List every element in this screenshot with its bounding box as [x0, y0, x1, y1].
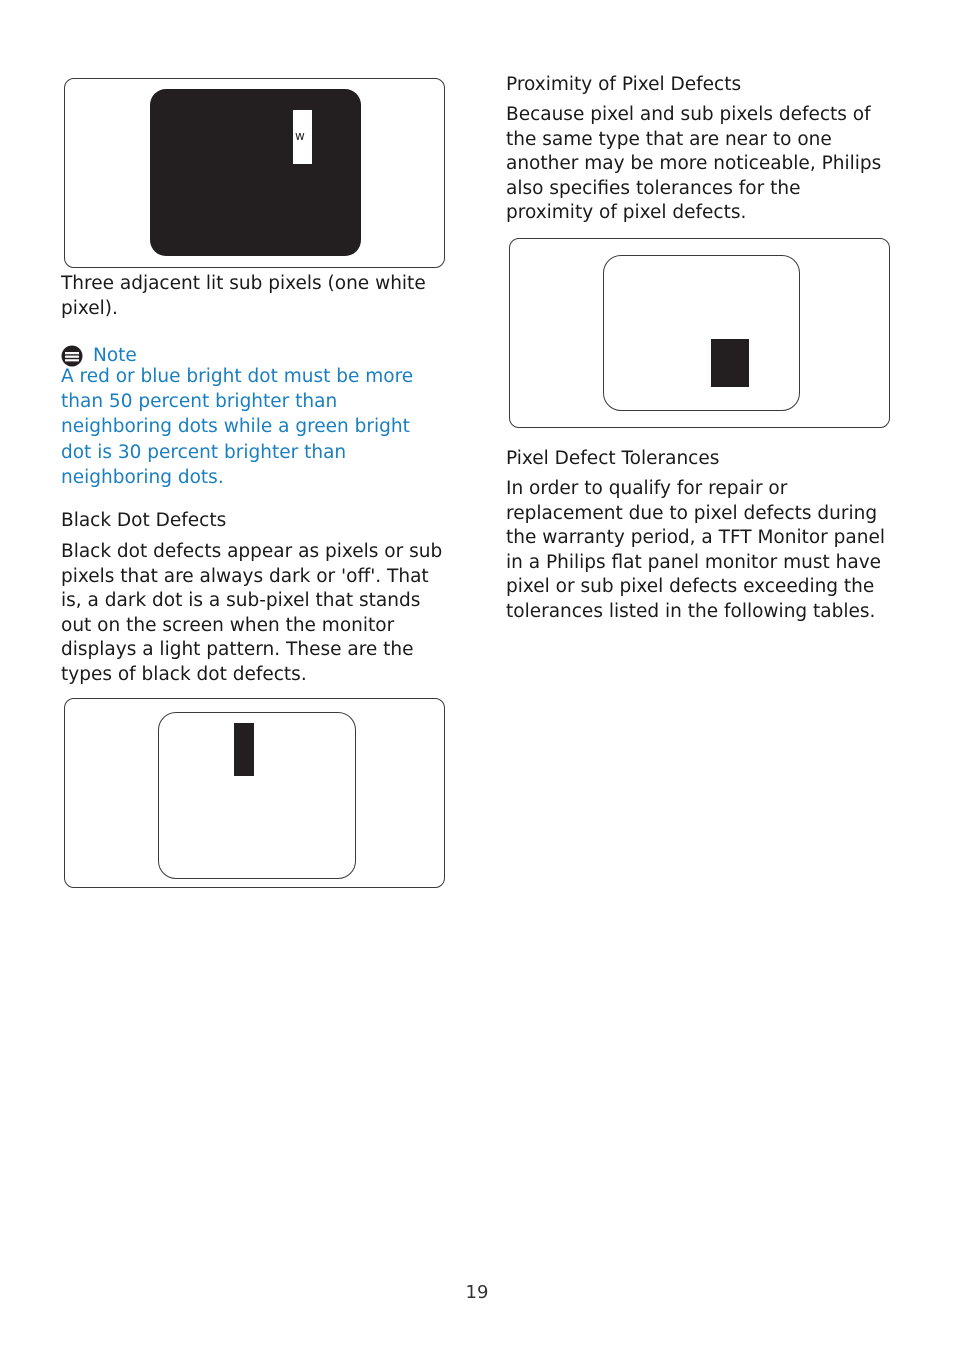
- black-pixel: [711, 339, 749, 387]
- proximity-heading: Proximity of Pixel Defects: [506, 74, 742, 95]
- black-dot-heading: Black Dot Defects: [61, 510, 227, 531]
- light-screen: [158, 712, 356, 879]
- figure-proximity: [509, 238, 890, 428]
- proximity-body: Because pixel and sub pixels defects of the same type that are near to one another may be more noticeable, Philips also specifies tolerances for the proximity of pixel defects.: [506, 104, 882, 224]
- tolerances-body: In order to qualify for repair or replacement due to pixel defects during the warranty period, a TFT Monitor panel in a Philips flat panel monitor must have pixel or sub pixel defects exceeding the tolerances listed in the following tables.: [506, 478, 885, 622]
- dark-screen: [150, 89, 361, 256]
- note-label: Note: [93, 345, 137, 366]
- black-dot-body: Black dot defects appear as pixels or sub pixels that are always dark or 'off'. That is, a dark dot is a sub-pixel that stands out on the screen when the monitor displays a light pattern. These are the types of black dot defects.: [61, 541, 443, 685]
- figure-black-dot: [64, 698, 445, 888]
- page-number: 19: [465, 1282, 489, 1303]
- figure-white-subpixel: [64, 78, 445, 268]
- light-screen: [603, 255, 800, 411]
- white-subpixel: [293, 110, 312, 164]
- tolerances-heading: Pixel Defect Tolerances: [506, 448, 720, 469]
- note-text: A red or blue bright dot must be more than 50 percent brighter than neighboring dots while a green bright dot is 30 percent brighter than neighboring dots.: [61, 366, 414, 488]
- black-subpixel: [234, 723, 254, 776]
- subpixel-label: w: [295, 129, 305, 143]
- figure-caption: Three adjacent lit sub pixels (one white pixel).: [61, 273, 426, 319]
